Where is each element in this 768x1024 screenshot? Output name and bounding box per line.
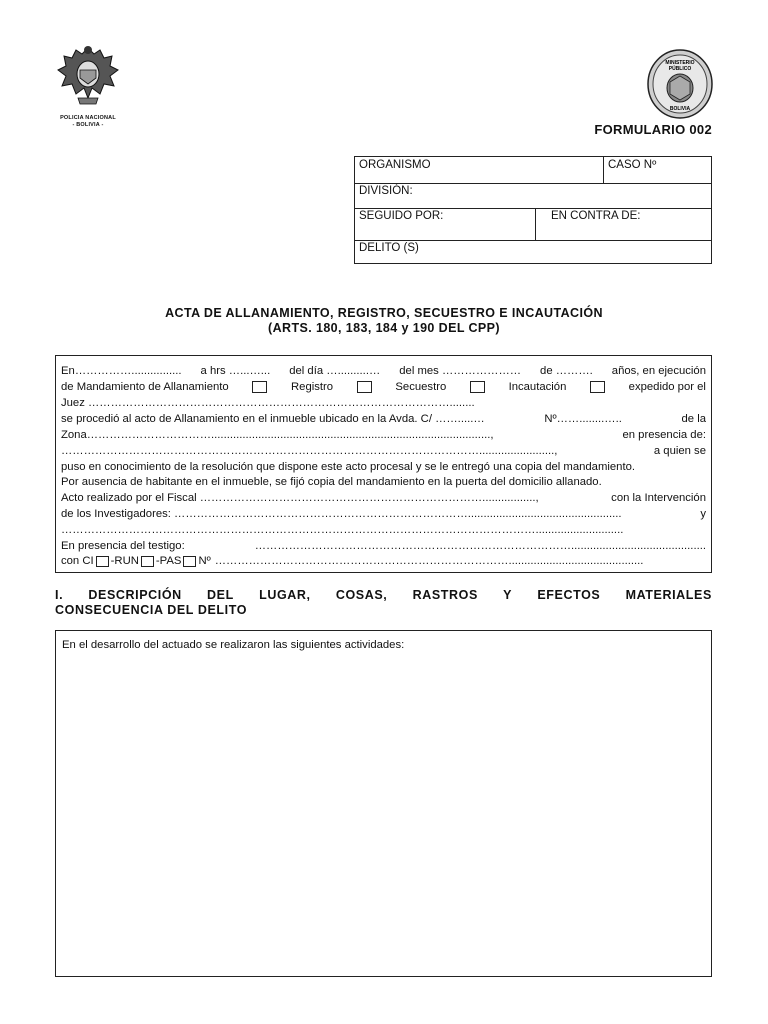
- fill-mes[interactable]: del mes …………………: [399, 365, 522, 377]
- logo-caption: POLICIA NACIONAL: [60, 115, 116, 121]
- eagle-crest-icon: [52, 40, 124, 110]
- body-line-11[interactable]: ………………………………………………………………………………………………………………............................: [61, 524, 624, 536]
- seal-icon: [646, 48, 714, 120]
- run-checkbox[interactable]: [141, 556, 154, 567]
- allanamiento-checkbox[interactable]: [252, 381, 267, 393]
- policia-nacional-logo: [52, 40, 124, 128]
- incautacion-checkbox[interactable]: [590, 381, 605, 393]
- activities-textarea[interactable]: [55, 630, 712, 977]
- registro-checkbox[interactable]: [357, 381, 372, 393]
- seguido-por-field[interactable]: [355, 208, 535, 240]
- division-label: DIVISIÓN:: [359, 185, 413, 197]
- secuestro-checkbox[interactable]: [470, 381, 485, 393]
- acta-body: [55, 355, 712, 573]
- id-number-fill[interactable]: ……………………………………………………………………...........................................: [214, 555, 644, 567]
- caso-field[interactable]: [603, 157, 711, 183]
- body-line-7: puso en conocimiento de la resolución que dispone este acto procesal y se le entregó una copia del mandamiento.: [61, 461, 636, 473]
- section-1-title-line-2: CONSECUENCIA DEL DELITO: [55, 603, 248, 617]
- body-line-4: se procedió al acto de Allanamiento en el inmueble ubicado en la Avda. C/ …….....… Nº……........….. de la: [61, 413, 706, 425]
- seal-text-3: BOLIVIA: [669, 106, 691, 112]
- en-contra-de-field[interactable]: [535, 208, 711, 240]
- caso-label: CASO Nº: [608, 159, 657, 171]
- delito-label: DELITO (S): [359, 242, 419, 254]
- section-1-title: I. DESCRIPCIÓN DEL LUGAR, COSAS, RASTROS Y EFECTOS MATERIALES CONSECUENCIA DEL DELITO: [55, 588, 712, 617]
- activities-prompt: En el desarrollo del actuado se realizaron las siguientes actividades:: [62, 639, 405, 651]
- body-line-investigadores: de los Investigadores: ……………………………………………………………………................................................. y: [61, 508, 706, 520]
- body-line-1: En……………................ a hrs …...…... del día …..........… del mes ………………… de ………. años, en ejecución: [61, 365, 706, 377]
- body-line-2: de Mandamiento de Allanamiento Registro Secuestro Incautación expedido por el: [61, 381, 706, 393]
- organismo-field[interactable]: [355, 157, 603, 183]
- body-line-zona: Zona……………………………........................................................................................., en presencia de:: [61, 429, 706, 441]
- body-line-6: …………………………………………………………………………………………………........................, a quien se: [61, 445, 706, 457]
- pas-checkbox[interactable]: [183, 556, 196, 567]
- fill-anio[interactable]: de ……….: [540, 365, 593, 377]
- fill-en[interactable]: En……………................: [61, 365, 182, 377]
- seguido-por-label: SEGUIDO POR:: [359, 210, 444, 222]
- en-contra-de-label: EN CONTRA DE:: [551, 210, 641, 222]
- body-line-juez[interactable]: Juez ……………………………………………………………………………………........: [61, 397, 475, 409]
- fill-hrs[interactable]: a hrs …...…...: [200, 365, 271, 377]
- body-line-testigo: En presencia del testigo: …………………………………………………………………………...........................................: [61, 540, 706, 552]
- seal-text-1: MINISTERIO: [665, 60, 695, 66]
- seal-text-2: PÚBLICO: [668, 66, 692, 72]
- body-line-8: Por ausencia de habitante en el inmueble, se fijó copia del mandamiento en la puerta del domicilio allanado.: [61, 476, 602, 488]
- body-line-identificacion: con CI -RUN -PAS Nº ……………………………………………………………………...........................................: [61, 554, 706, 569]
- body-line-fiscal: Acto realizado por el Fiscal …………………………………………………………………................., con la Intervención: [61, 492, 706, 504]
- fill-dia[interactable]: del día …..........…: [289, 365, 381, 377]
- form-code: FORMULARIO 002: [594, 122, 712, 137]
- document-title: ACTA DE ALLANAMIENTO, REGISTRO, SECUESTRO E INCAUTACIÓN: [165, 306, 603, 320]
- logo-caption-country: - BOLIVIA -: [72, 122, 104, 128]
- document-subtitle: (ARTS. 180, 183, 184 y 190 DEL CPP): [268, 321, 500, 335]
- delito-field[interactable]: [355, 240, 711, 264]
- case-header-table: [354, 156, 712, 264]
- ministerio-publico-seal: [646, 48, 714, 120]
- organismo-label: ORGANISMO: [359, 159, 431, 171]
- division-field[interactable]: [355, 183, 711, 208]
- ci-checkbox[interactable]: [96, 556, 109, 567]
